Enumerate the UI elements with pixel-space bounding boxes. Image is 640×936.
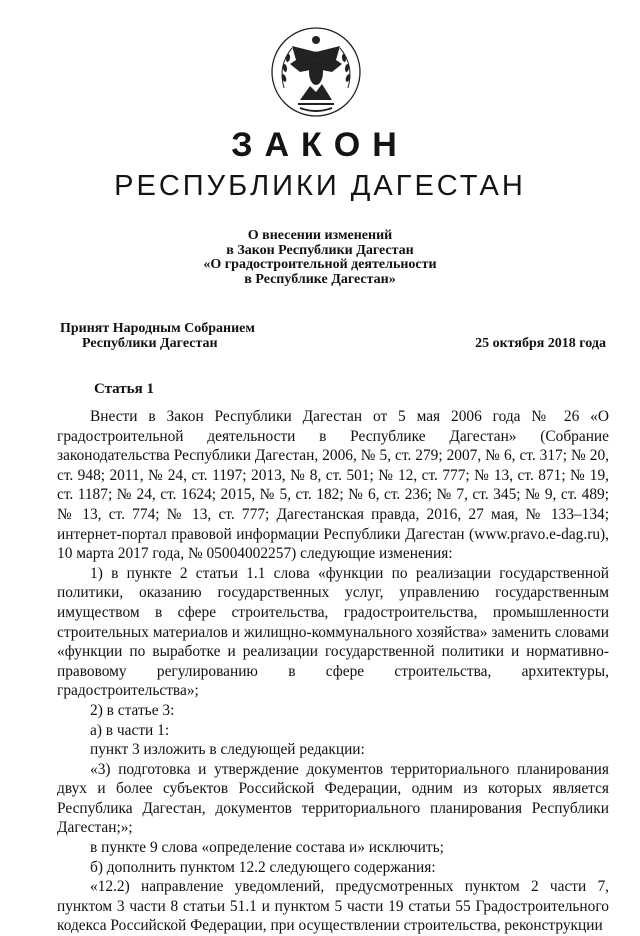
paragraph: в пункте 9 слова «определение состава и» исключить; (90, 839, 444, 857)
law-title: ЗАКОН (231, 126, 409, 164)
paragraph: 1) в пункте 2 статьи 1.1 слова «функции по реализации государственной политики, оказанию государственных услуг, управлению государственным имуществом в сфере строительства, градостроительства, промышленности строительных материалов и жилищно-коммунального хозяйства» заменить словами «функции по выработке и реализации государственной политики и нормативно-правовому регулированию в сфере строительства, архитектуры, градостроительства»; (57, 564, 609, 700)
adoption-block (60, 321, 255, 351)
law-subtitle: РЕСПУБЛИКИ ДАГЕСТАН (114, 170, 526, 202)
document-heading (170, 229, 470, 287)
paragraph: 2) в статье 3: (90, 701, 175, 719)
paragraph: а) в части 1: (90, 721, 170, 739)
paragraph: пункт 3 изложить в следующей редакции: (90, 741, 365, 759)
article-body (57, 407, 609, 936)
heading-line: в Закон Республики Дагестан (226, 242, 414, 258)
paragraph: Внести в Закон Республики Дагестан от 5 мая 2006 года № 26 «О градостроительной деятельности в Республике Дагестан» (Собрание законодательства Республики Дагестан, 2006, № 5, ст. 279; 2007, № 6, ст. 317; № 20, ст. 948; 2011, № 24, ст. 1197; 2013, № 8, ст. 501; № 12, ст. 777; № 13, ст. 871; № 19, ст. 1187; № 24, ст. 1624; 2015, № 5, ст. 182; № 6, ст. 236; № 7, ст. 345; № 9, ст. 489; № 13, ст. 774; № 13, ст. 777; Дагестанская правда, 2016, 27 мая, № 133–134; интернет-портал правовой информации Республики Дагестан (www.pravo.e-dag.ru), 10 марта 2017 года, № 05004002257) следующие изменения: (57, 408, 609, 563)
article-title: Статья 1 (94, 381, 154, 397)
heading-line: «О градостроительной деятельности (203, 257, 437, 272)
heading-line: О внесении изменений (247, 228, 393, 243)
paragraph: «3) подготовка и утверждение документов территориального планирования двух и более субъектов Российской Федерации, одним из которых является Республика Дагестан, документов территориального планирования Республики Дагестан;»; (57, 760, 609, 837)
adopted-by-line: Республики Дагестан (82, 336, 218, 351)
paragraph: б) дополнить пунктом 12.2 следующего содержания: (90, 858, 436, 876)
paragraph: «12.2) направление уведомлений, предусмотренных пунктом 2 части 7, пунктом 3 части 8 статьи 51.1 и пунктом 5 части 19 статьи 55 Градостроительного кодекса Российской Федерации, при осуществлении строительства, реконструкции (57, 878, 609, 935)
emblem-icon (270, 26, 362, 118)
adopted-by-line: Принят Народным Собранием (60, 321, 255, 336)
adoption-date: 25 октября 2018 года (475, 336, 606, 351)
heading-line: в Республике Дагестан» (244, 271, 396, 287)
